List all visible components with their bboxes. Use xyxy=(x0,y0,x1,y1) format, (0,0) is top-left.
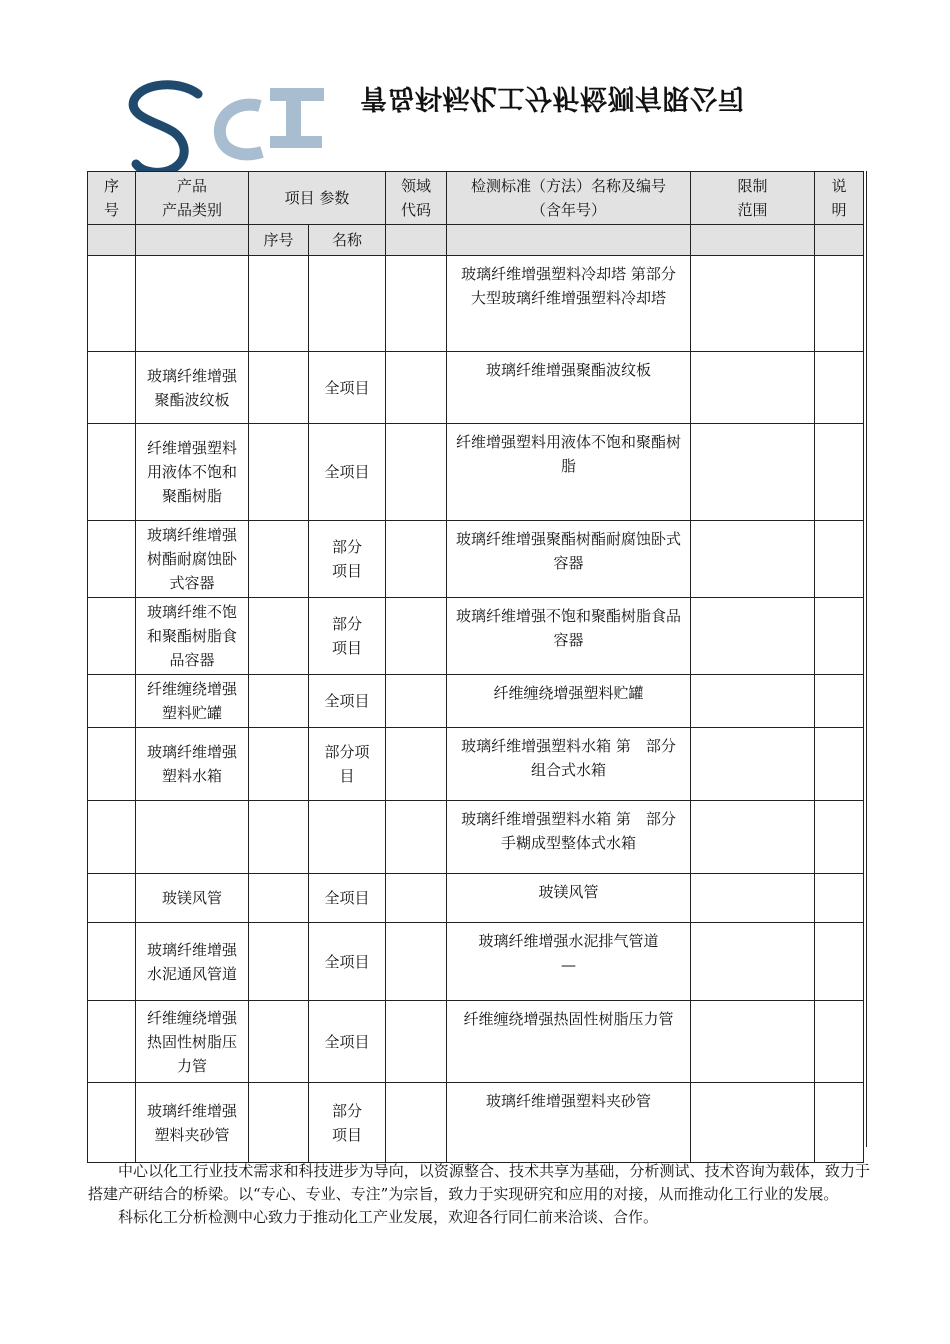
row-standard: 玻璃纤维增强聚酯波纹板 xyxy=(447,352,691,424)
row-domain-code xyxy=(386,874,447,923)
row-limit xyxy=(691,256,815,352)
table-subheader-row xyxy=(88,225,864,256)
row-limit xyxy=(691,801,815,874)
row-note xyxy=(815,923,864,1001)
table-row xyxy=(88,598,864,675)
header-note: 说 明 xyxy=(815,172,864,225)
test-scope-table xyxy=(87,171,864,1163)
row-standard: 玻璃纤维增强不饱和聚酯树脂食品容器 xyxy=(447,598,691,675)
row-item: 全项目 xyxy=(309,1001,386,1083)
row-seq xyxy=(88,728,136,801)
subheader-empty xyxy=(386,225,447,256)
row-limit xyxy=(691,1001,815,1083)
header-item-params: 项目 参数 xyxy=(249,172,386,225)
row-seq xyxy=(88,874,136,923)
row-item xyxy=(309,256,386,352)
row-domain-code xyxy=(386,801,447,874)
table-row xyxy=(88,1083,864,1163)
row-standard: 玻璃纤维增强塑料水箱 第 部分 手糊成型整体式水箱 xyxy=(447,801,691,874)
row-note xyxy=(815,256,864,352)
table-row xyxy=(88,874,864,923)
row-sub-seq xyxy=(249,598,309,675)
row-category: 玻璃纤维增强塑料夹砂管 xyxy=(136,1083,249,1163)
row-standard: 纤维增强塑料用液体不饱和聚酯树脂 xyxy=(447,424,691,521)
row-sub-seq xyxy=(249,1001,309,1083)
row-sub-seq xyxy=(249,424,309,521)
row-standard: 纤维缠绕增强热固性树脂压力管 xyxy=(447,1001,691,1083)
row-item: 全项目 xyxy=(309,424,386,521)
table-row xyxy=(88,424,864,521)
row-sub-seq xyxy=(249,521,309,598)
row-sub-seq xyxy=(249,874,309,923)
row-category xyxy=(136,256,249,352)
row-domain-code xyxy=(386,521,447,598)
row-domain-code xyxy=(386,1001,447,1083)
footer-paragraph: 中心以化工行业技术需求和科技进步为导向，以资源整合、技术共享为基础，分析测试、技术咨询为载体，致力于搭建产研结合的桥梁。以“专心、专业、专注”为宗旨，致力于实现研究和应用的对接，从而推动化工行业的发展。 xyxy=(88,1162,870,1203)
header-standard: 检测标准（方法）名称及编号 （含年号） xyxy=(447,172,691,225)
row-standard: 玻璃纤维增强塑料冷却塔 第部分 大型玻璃纤维增强塑料冷却塔 xyxy=(447,256,691,352)
row-sub-seq xyxy=(249,801,309,874)
row-seq xyxy=(88,801,136,874)
row-category: 玻璃纤维增强聚酯波纹板 xyxy=(136,352,249,424)
row-seq xyxy=(88,1001,136,1083)
row-domain-code xyxy=(386,424,447,521)
table-row xyxy=(88,352,864,424)
row-note xyxy=(815,728,864,801)
row-standard: 玻璃纤维增强塑料水箱 第 部分 组合式水箱 xyxy=(447,728,691,801)
row-seq xyxy=(88,424,136,521)
row-note xyxy=(815,521,864,598)
table-row xyxy=(88,1001,864,1083)
table-row xyxy=(88,675,864,728)
sct-logo xyxy=(120,78,330,178)
row-category xyxy=(136,801,249,874)
row-category: 玻镁风管 xyxy=(136,874,249,923)
row-seq xyxy=(88,598,136,675)
footer-text xyxy=(88,1160,870,1229)
row-standard: 玻镁风管 xyxy=(447,874,691,923)
subheader-seq: 序号 xyxy=(249,225,309,256)
subheader-empty xyxy=(136,225,249,256)
subheader-empty xyxy=(447,225,691,256)
row-item: 全项目 xyxy=(309,923,386,1001)
row-item: 全项目 xyxy=(309,352,386,424)
row-seq xyxy=(88,923,136,1001)
row-sub-seq xyxy=(249,352,309,424)
row-standard: 玻璃纤维增强水泥排气管道 — xyxy=(447,923,691,1001)
table-row xyxy=(88,801,864,874)
row-category: 玻璃纤维不饱和聚酯树脂食品容器 xyxy=(136,598,249,675)
table-row xyxy=(88,256,864,352)
row-seq xyxy=(88,521,136,598)
row-limit xyxy=(691,352,815,424)
row-category: 纤维缠绕增强热固性树脂压力管 xyxy=(136,1001,249,1083)
row-seq xyxy=(88,256,136,352)
table-right-border xyxy=(866,171,867,1147)
row-category: 玻璃纤维增强水泥通风管道 xyxy=(136,923,249,1001)
row-item: 部分 项目 xyxy=(309,521,386,598)
header-domain-code: 领域 代码 xyxy=(386,172,447,225)
row-limit xyxy=(691,598,815,675)
row-limit xyxy=(691,1083,815,1163)
row-note xyxy=(815,675,864,728)
row-seq xyxy=(88,352,136,424)
row-sub-seq xyxy=(249,923,309,1001)
row-note xyxy=(815,874,864,923)
row-sub-seq xyxy=(249,256,309,352)
table-row xyxy=(88,923,864,1001)
table-row xyxy=(88,728,864,801)
row-limit xyxy=(691,521,815,598)
row-category: 纤维缠绕增强塑料贮罐 xyxy=(136,675,249,728)
row-item: 部分项 目 xyxy=(309,728,386,801)
row-item: 全项目 xyxy=(309,675,386,728)
row-note xyxy=(815,352,864,424)
row-domain-code xyxy=(386,598,447,675)
row-item: 部分 项目 xyxy=(309,598,386,675)
table-body xyxy=(88,256,864,1163)
row-sub-seq xyxy=(249,675,309,728)
org-title-mirrored: 青岛科标化工分析检测有限公司 xyxy=(360,82,745,113)
row-sub-seq xyxy=(249,1083,309,1163)
row-domain-code xyxy=(386,728,447,801)
row-note xyxy=(815,1083,864,1163)
row-item xyxy=(309,801,386,874)
row-item: 部分 项目 xyxy=(309,1083,386,1163)
row-sub-seq xyxy=(249,728,309,801)
row-standard: 玻璃纤维增强聚酯树酯耐腐蚀卧式容器 xyxy=(447,521,691,598)
row-standard: 玻璃纤维增强塑料夹砂管 xyxy=(447,1083,691,1163)
row-category: 纤维增强塑料用液体不饱和聚酯树脂 xyxy=(136,424,249,521)
row-domain-code xyxy=(386,923,447,1001)
header-limit: 限制 范围 xyxy=(691,172,815,225)
row-note xyxy=(815,598,864,675)
footer-paragraph: 科标化工分析检测中心致力于推动化工产业发展，欢迎各行同仁前来洽谈、合作。 xyxy=(118,1208,659,1226)
row-limit xyxy=(691,675,815,728)
row-category: 玻璃纤维增强塑料水箱 xyxy=(136,728,249,801)
row-domain-code xyxy=(386,256,447,352)
row-item: 全项目 xyxy=(309,874,386,923)
row-domain-code xyxy=(386,352,447,424)
row-seq xyxy=(88,675,136,728)
row-note xyxy=(815,801,864,874)
subheader-empty xyxy=(88,225,136,256)
table-header-row xyxy=(88,172,864,225)
row-standard: 纤维缠绕增强塑料贮罐 xyxy=(447,675,691,728)
header-product: 产品 产品类别 xyxy=(136,172,249,225)
subheader-name: 名称 xyxy=(309,225,386,256)
row-note xyxy=(815,424,864,521)
row-category: 玻璃纤维增强树酯耐腐蚀卧式容器 xyxy=(136,521,249,598)
row-note xyxy=(815,1001,864,1083)
table-row xyxy=(88,521,864,598)
subheader-empty xyxy=(691,225,815,256)
subheader-empty xyxy=(815,225,864,256)
row-domain-code xyxy=(386,675,447,728)
row-limit xyxy=(691,923,815,1001)
row-limit xyxy=(691,874,815,923)
row-domain-code xyxy=(386,1083,447,1163)
row-limit xyxy=(691,424,815,521)
row-seq xyxy=(88,1083,136,1163)
header-seq: 序 号 xyxy=(88,172,136,225)
